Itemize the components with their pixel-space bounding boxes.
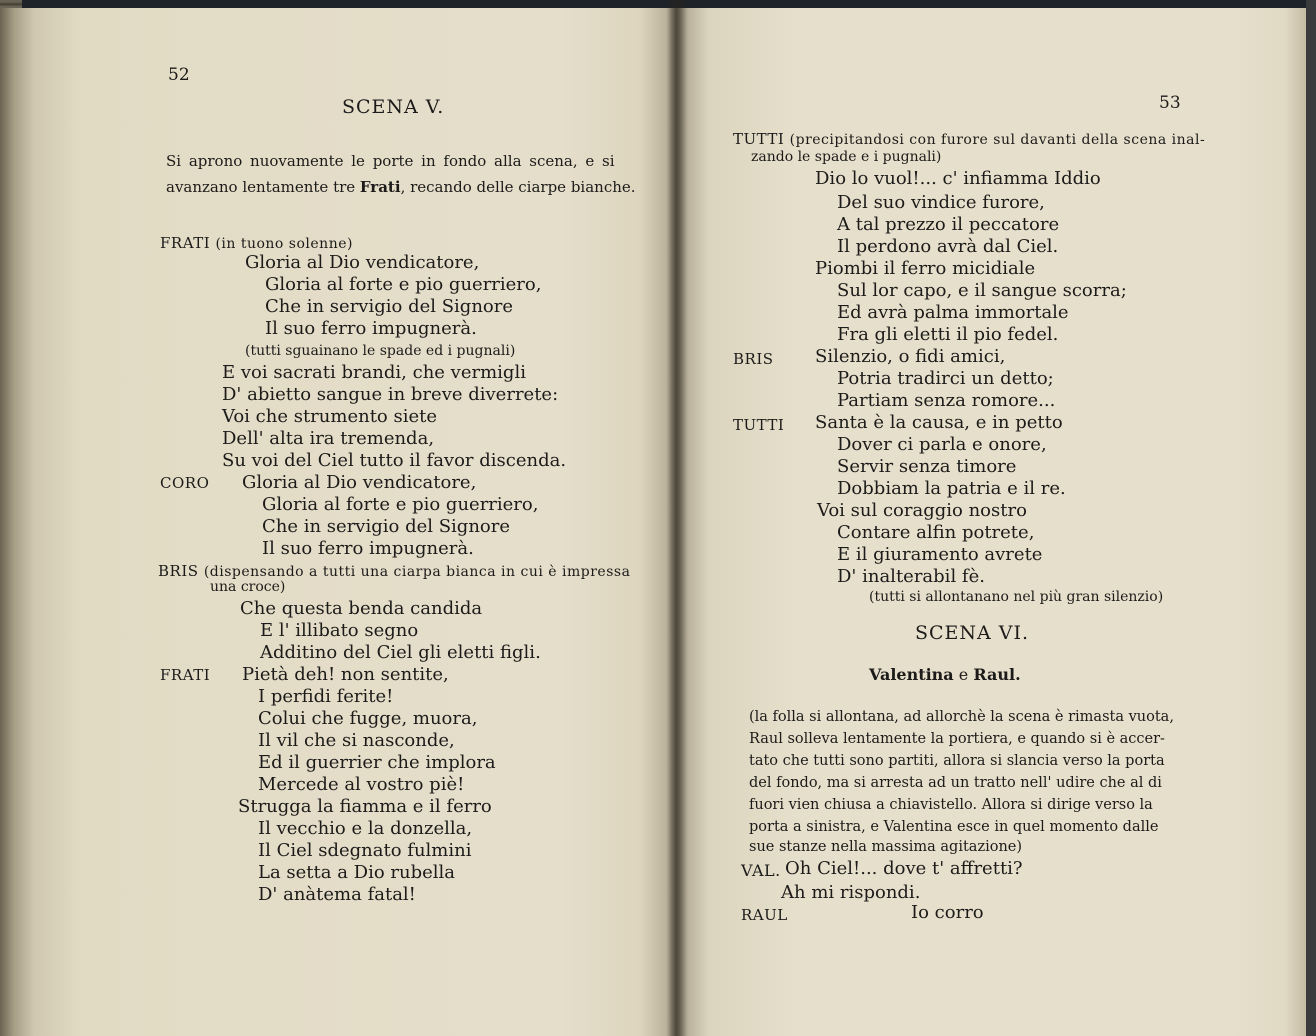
verse-line: Che questa benda candida xyxy=(240,598,483,619)
character-name: Raul. xyxy=(973,665,1021,684)
conjunction: e xyxy=(958,665,969,684)
stage-direction: una croce) xyxy=(210,579,286,595)
verse-line: Gloria al forte e pio guerriero, xyxy=(265,274,542,295)
speaker-name: CORO xyxy=(160,474,210,492)
verse-line: I perfidi ferite! xyxy=(258,686,394,707)
verse-line: Dio lo vuol!... c' infiamma Iddio xyxy=(815,168,1101,189)
stage-direction xyxy=(166,178,636,196)
verse-line: Il suo ferro impugnerà. xyxy=(262,538,474,559)
verse-line: Ed il guerrier che implora xyxy=(258,752,496,773)
book-edge-right xyxy=(1306,0,1316,1036)
verse-line: Io corro xyxy=(911,902,984,923)
verse-line: Servir senza timore xyxy=(837,456,1017,477)
verse-line: E il giuramento avrete xyxy=(837,544,1043,565)
verse-line: E voi sacrati brandi, che vermigli xyxy=(222,362,526,383)
verse-line: Voi che strumento siete xyxy=(222,406,438,427)
verse-line: Gloria al Dio vendicatore, xyxy=(242,472,477,493)
verse-line: Fra gli eletti il pio fedel. xyxy=(837,324,1059,345)
stage-direction: (la folla si allontana, ad allorchè la scena è rimasta vuota, xyxy=(749,709,1174,725)
book-gutter xyxy=(666,0,688,1036)
verse-line: Il Ciel sdegnato fulmini xyxy=(258,840,472,861)
speaker-label xyxy=(733,128,1205,150)
verse-line: Su voi del Ciel tutto il favor discenda. xyxy=(222,450,567,471)
verse-line: D' anàtema fatal! xyxy=(258,884,416,905)
verse-line: Oh Ciel!... dove t' affretti? xyxy=(785,858,1023,879)
stage-direction: (in tuono solenne) xyxy=(215,236,353,252)
verse-line: D' inalterabil fè. xyxy=(837,566,985,587)
stage-direction: sue stanze nella massima agitazione) xyxy=(749,839,1023,855)
character-name: Valentina xyxy=(869,665,954,684)
verse-line: La setta a Dio rubella xyxy=(258,862,456,883)
verse-line: Sul lor capo, e il sangue scorra; xyxy=(837,280,1127,301)
speaker-name: TUTTI xyxy=(733,130,785,148)
verse-line: Colui che fugge, muora, xyxy=(258,708,478,729)
verse-line: Il perdono avrà dal Ciel. xyxy=(837,236,1059,257)
stage-direction: (precipitandosi con furore sul davanti della scena inal- xyxy=(789,132,1206,148)
stage-direction: (tutti sguainano le spade ed i pugnali) xyxy=(245,343,516,359)
verse-line: Santa è la causa, e in petto xyxy=(815,412,1063,433)
right-page xyxy=(675,8,1316,1036)
verse-line: Silenzio, o fidi amici, xyxy=(815,346,1006,367)
speaker-name: TUTTI xyxy=(733,416,785,434)
speaker-name: RAUL xyxy=(741,906,788,924)
page-number: 53 xyxy=(1159,93,1181,113)
verse-line: Il vecchio e la donzella, xyxy=(258,818,473,839)
speaker-name: FRATI xyxy=(160,666,211,684)
verse-line: Contare alfin potrete, xyxy=(837,522,1035,543)
speaker-label xyxy=(160,232,353,254)
speaker-name: BRIS xyxy=(158,562,199,580)
speaker-name: VAL. xyxy=(741,861,781,880)
stage-direction: Raul solleva lentamente la portiera, e quando si è accer- xyxy=(749,731,1165,747)
verse-line: Voi sul coraggio nostro xyxy=(817,500,1027,521)
verse-line: Ah mi rispondi. xyxy=(781,882,921,903)
scene-title: SCENA VI. xyxy=(915,622,1030,644)
verse-line: D' abietto sangue in breve diverrete: xyxy=(222,384,559,405)
verse-line: Mercede al vostro piè! xyxy=(258,774,465,795)
verse-line: Il vil che si nasconde, xyxy=(258,730,455,751)
verse-line: Gloria al Dio vendicatore, xyxy=(245,252,480,273)
verse-line: Gloria al forte e pio guerriero, xyxy=(262,494,539,515)
stage-direction: fuori vien chiusa a chiavistello. Allora si dirige verso la xyxy=(749,797,1153,813)
verse-line: E l' illibato segno xyxy=(260,620,419,641)
verse-line: Strugga la fiamma e il ferro xyxy=(238,796,492,817)
left-page xyxy=(0,8,675,1036)
verse-line: Dover ci parla e onore, xyxy=(837,434,1047,455)
page-number: 52 xyxy=(168,65,190,85)
speaker-name: FRATI xyxy=(160,234,211,252)
stage-direction-text: , recando delle ciarpe bianche. xyxy=(400,178,636,196)
stage-direction: tato che tutti sono partiti, allora si slancia verso la porta xyxy=(749,753,1165,769)
verse-line: Del suo vindice furore, xyxy=(837,192,1045,213)
character-name: Frati xyxy=(359,178,401,196)
stage-direction: del fondo, ma si arresta ad un tratto nell' udire che al di xyxy=(749,775,1162,791)
character-list xyxy=(869,664,1021,686)
verse-line: A tal prezzo il peccatore xyxy=(837,214,1060,235)
verse-line: Potria tradirci un detto; xyxy=(837,368,1054,389)
verse-line: Che in servigio del Signore xyxy=(262,516,511,537)
verse-line: Il suo ferro impugnerà. xyxy=(265,318,477,339)
stage-direction: porta a sinistra, e Valentina esce in quel momento dalle xyxy=(749,819,1159,835)
verse-line: Piombi il ferro micidiale xyxy=(815,258,1036,279)
speaker-name: BRIS xyxy=(733,350,774,368)
verse-line: Pietà deh! non sentite, xyxy=(242,664,449,685)
verse-line: Dell' alta ira tremenda, xyxy=(222,428,435,449)
verse-line: Additino del Ciel gli eletti figli. xyxy=(260,642,541,663)
verse-line: Dobbiam la patria e il re. xyxy=(837,478,1066,499)
stage-direction: zando le spade e i pugnali) xyxy=(751,149,942,165)
verse-line: Ed avrà palma immortale xyxy=(837,302,1069,323)
verse-line: Che in servigio del Signore xyxy=(265,296,514,317)
verse-line: Partiam senza romore... xyxy=(837,390,1056,411)
stage-direction: Si aprono nuovamente le porte in fondo alla scena, e si xyxy=(166,152,615,170)
stage-direction: (dispensando a tutti una ciarpa bianca in cui è impressa xyxy=(203,564,631,580)
stage-direction-text: avanzano lentamente tre xyxy=(166,178,356,196)
scene-title: SCENA V. xyxy=(342,96,445,118)
stage-direction: (tutti si allontanano nel più gran silenzio) xyxy=(869,589,1164,605)
